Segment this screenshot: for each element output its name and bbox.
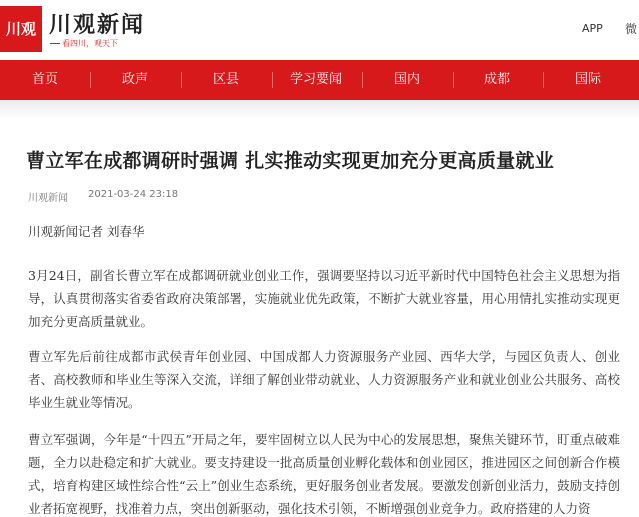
nav-divider — [272, 72, 273, 88]
nav-divider — [90, 72, 91, 88]
slogan-text: 看四川，观天下 — [62, 39, 118, 48]
nav-item-study-news[interactable]: 学习要闻 — [290, 72, 343, 87]
slogan-dash — [50, 43, 60, 44]
nav-item-international[interactable]: 国际 — [575, 72, 602, 87]
nav-shadow — [0, 100, 639, 120]
nav-item-home[interactable]: 首页 — [32, 72, 59, 87]
site-name[interactable]: 川观新闻 — [49, 12, 146, 38]
article-byline: 川观新闻记者 刘春华 — [28, 224, 145, 239]
nav-item-domestic[interactable]: 国内 — [394, 72, 421, 87]
nav-item-politics[interactable]: 政声 — [122, 72, 149, 87]
site-slogan — [50, 38, 118, 49]
nav-item-districts[interactable]: 区县 — [213, 72, 240, 87]
weibo-link[interactable]: 微 — [625, 22, 638, 36]
nav-divider — [453, 72, 454, 88]
article-time: 2021-03-24 23:18 — [88, 189, 179, 200]
main-nav — [0, 60, 639, 100]
article-title: 曹立军在成都调研时强调 扎实推动实现更加充分更高质量就业 — [26, 150, 555, 172]
nav-item-chengdu[interactable]: 成都 — [484, 72, 511, 87]
article-paragraph: 3月24日，副省长曹立军在成都调研就业创业工作，强调要坚持以习近平新时代中国特色社会主义思想为指导，认真贯彻落实省委省政府决策部署，实施就业优先政策，不断扩大就业容量，用心用情扎实推动实现更加充分更高质量就业。 — [28, 268, 620, 329]
nav-divider — [181, 72, 182, 88]
app-link[interactable]: APP — [582, 22, 603, 35]
site-logo[interactable]: 川观 — [0, 6, 42, 52]
nav-divider — [543, 72, 544, 88]
article-paragraph: 曹立军强调，今年是“十四五”开局之年，要牢固树立以人民为中心的发展思想，聚焦关键环节，盯重点破难题，全力以赴稳定和扩大就业。要支持建设一批高质量创业孵化载体和创业园区，推进园区之间创新合作模式，培育构建区域性综合性“云上”创业生态系统，更好服务创业者发展。要激发创新创业活力，鼓励支持创业者拓宽视野，找准着力点，突出创新驱动，强化技术引领，不断增强创业竞争力。政府搭建的人力资 — [28, 432, 620, 516]
nav-divider — [362, 72, 363, 88]
article-source[interactable]: 川观新闻 — [28, 193, 68, 204]
article-paragraph: 曹立军先后前往成都市武侯青年创业园、中国成都人力资源服务产业园、西华大学，与园区负责人、创业者、高校教师和毕业生等深入交流，详细了解创业带动就业、人力资源服务产业和就业创业公共服务、高校毕业生就业等情况。 — [28, 349, 620, 410]
top-header — [0, 0, 639, 60]
